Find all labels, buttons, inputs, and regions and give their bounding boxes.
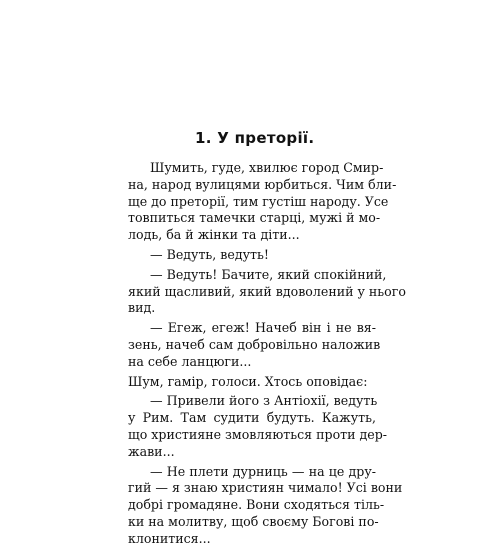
text-line: добрі громадяне. Вони сходяться тіль- <box>128 497 385 513</box>
text-line: на себе ланцюги... <box>128 353 252 369</box>
text-line: — Ведуть! Бачите, який спокійний, <box>150 266 387 282</box>
text-line: у Рим. Там судити будуть. Кажуть, <box>128 410 376 426</box>
chapter-heading: 1. У преторії. <box>195 129 315 147</box>
paragraph <box>128 160 397 244</box>
text-line: клонитися... <box>128 530 211 546</box>
text-line: зень, начеб сам добровільно наложив <box>128 336 381 352</box>
body-text <box>128 160 406 548</box>
text-line: ще до преторії, тим густіш народу. Усе <box>128 193 389 209</box>
text-line: — Не плети дурниць — на це дру- <box>150 463 376 479</box>
text-line: товпиться тамечки старці, мужі й мо- <box>128 210 381 226</box>
text-line: — Привели його з Антіохії, ведуть <box>150 393 378 409</box>
paragraph <box>128 463 403 548</box>
paragraph <box>128 374 376 391</box>
text-line: гий — я знаю християн чимало! Усі вони <box>128 480 403 496</box>
text-line: який щасливий, який вдоволений у нього <box>128 283 406 299</box>
text-line: ки на молитву, щоб своєму Богові по- <box>128 513 379 529</box>
text-line: лодь, ба й жінки та діти... <box>128 227 300 243</box>
text-line: вид. <box>128 300 156 316</box>
text-line: — Ведуть, ведуть! <box>150 246 269 262</box>
text-line: жави... <box>128 443 175 459</box>
paragraph <box>128 266 406 317</box>
paragraph <box>128 393 388 460</box>
text-line: на, народ вулицями юрбиться. Чим бли- <box>128 176 397 192</box>
text-line: Шум, гамір, голоси. Хтось оповідає: <box>128 373 368 389</box>
paragraph <box>128 320 381 370</box>
paragraph <box>128 247 376 264</box>
text-line: Шумить, гуде, хвилює город Смир- <box>150 160 384 175</box>
text-line: — Егеж, егеж! Начеб він і не вя- <box>150 320 376 336</box>
text-line: що християне змовляються проти дер- <box>128 426 388 442</box>
